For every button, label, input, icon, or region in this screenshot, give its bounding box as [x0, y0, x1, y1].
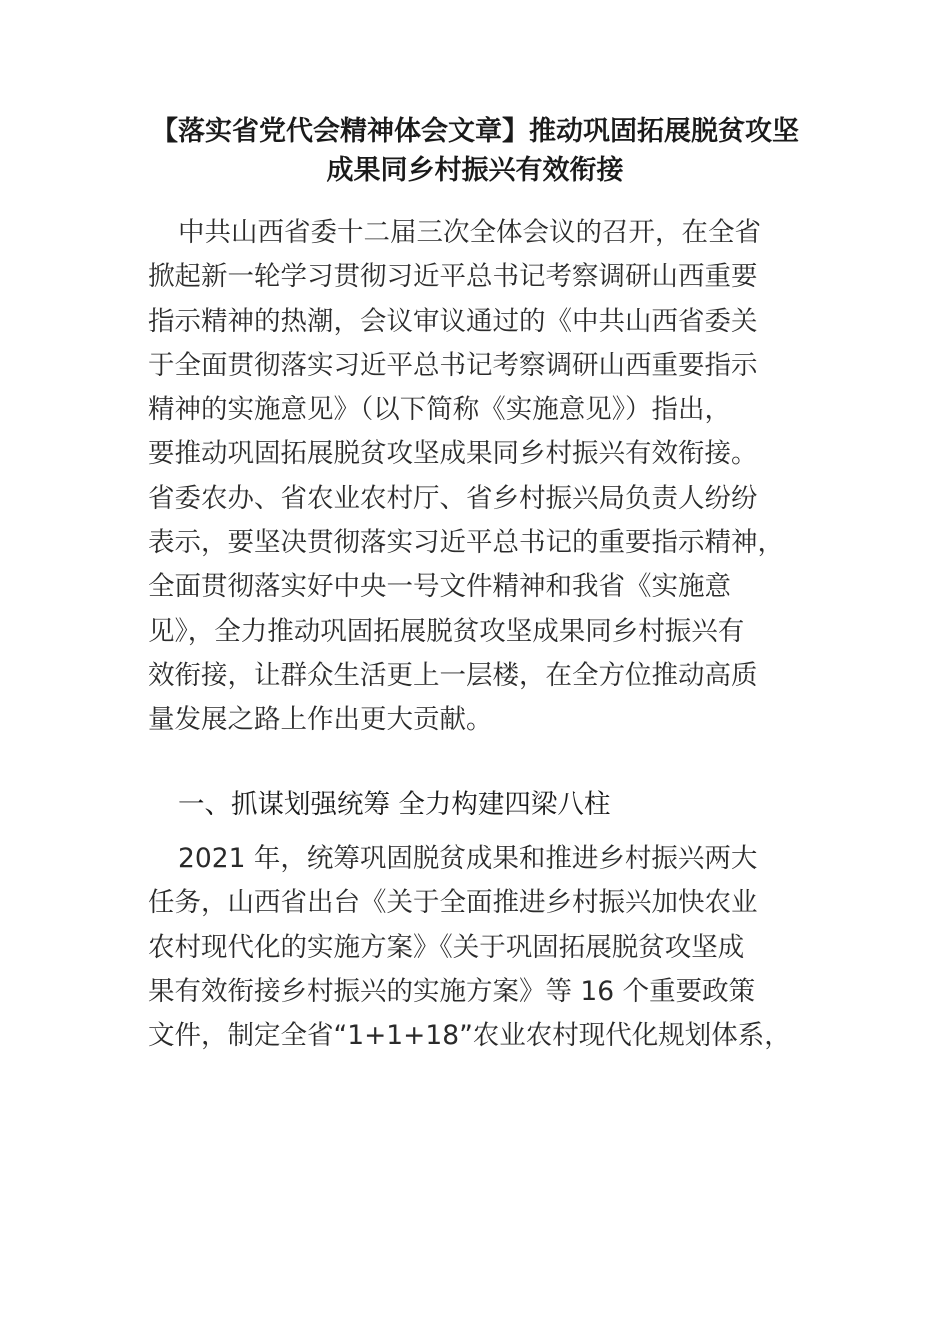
paragraph-line: 果有效衔接乡村振兴的实施方案》等 16 个重要政策 [148, 975, 756, 1007]
paragraph-section-1 [148, 837, 808, 1058]
paragraph-line: 于全面贯彻落实习近平总书记考察调研山西重要指示 [148, 349, 758, 381]
paragraph-line: 全面贯彻落实好中央一号文件精神和我省《实施意 [148, 571, 731, 603]
paragraph-line: 中共山西省委十二届三次全体会议的召开，在全省 [178, 217, 761, 248]
paragraph-line: 文件，制定全省“1+1+18”农业农村现代化规划体系， [148, 1020, 791, 1052]
paragraph-line: 掀起新一轮学习贯彻习近平总书记考察调研山西重要 [148, 261, 758, 293]
section-heading-1: 一、抓谋划强统筹 全力构建四梁八柱 [178, 789, 611, 820]
paragraph-intro [148, 211, 808, 743]
title-line-1: 【落实省党代会精神体会文章】推动巩固拓展脱贫攻坚 [151, 116, 799, 147]
paragraph-line: 2021 年，统筹巩固脱贫成果和推进乡村振兴两大 [178, 843, 758, 874]
paragraph-line: 指示精神的热潮，会议审议通过的《中共山西省委关 [148, 305, 758, 337]
paragraph-line: 精神的实施意见》（以下简称《实施意见》）指出， [148, 394, 731, 426]
paragraph-line: 要推动巩固拓展脱贫攻坚成果同乡村振兴有效衔接。 [148, 438, 758, 470]
paragraph-line: 省委农办、省农业农村厅、省乡村振兴局负责人纷纷 [148, 482, 758, 514]
paragraph-line: 效衔接，让群众生活更上一层楼，在全方位推动高质 [148, 659, 758, 691]
paragraph-line: 量发展之路上作出更大贡献。 [148, 704, 493, 736]
paragraph-line: 表示，要坚决贯彻落实习近平总书记的重要指示精神， [148, 527, 784, 559]
paragraph-line: 见》，全力推动巩固拓展脱贫攻坚成果同乡村振兴有 [148, 615, 745, 647]
paragraph-line: 任务，山西省出台《关于全面推进乡村振兴加快农业 [148, 887, 758, 919]
document-title [120, 112, 830, 190]
title-line-2: 成果同乡村振兴有效衔接 [326, 155, 624, 186]
paragraph-line: 农村现代化的实施方案》《关于巩固拓展脱贫攻坚成 [148, 931, 745, 963]
